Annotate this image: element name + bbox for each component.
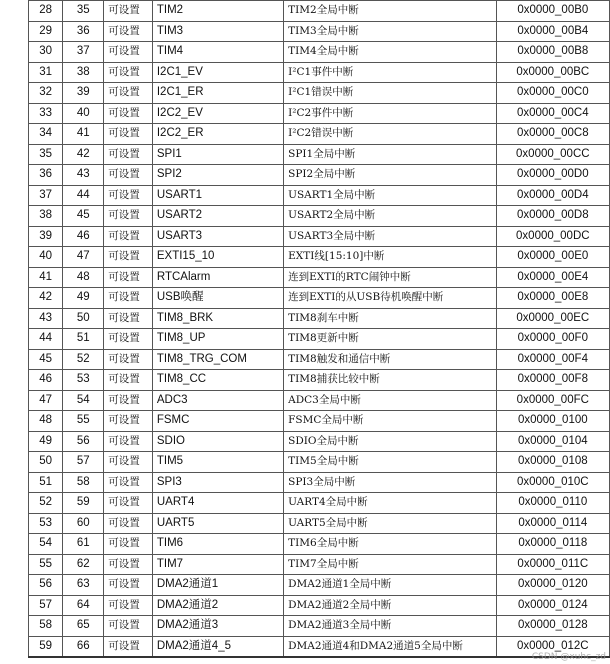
cell-priority-type: 可设置 xyxy=(104,513,153,534)
table-row xyxy=(29,390,610,411)
cell-priority: 50 xyxy=(63,308,104,329)
cell-position: 41 xyxy=(29,267,63,288)
cell-address: 0x0000_00F0 xyxy=(496,329,609,350)
cell-name: ADC3 xyxy=(152,390,283,411)
cell-description: DMA2通道2全局中断 xyxy=(284,595,496,616)
cell-position: 59 xyxy=(29,636,63,657)
cell-name: SPI3 xyxy=(152,472,283,493)
cell-description: I²C2事件中断 xyxy=(284,103,496,124)
cell-position: 50 xyxy=(29,452,63,473)
cell-address: 0x0000_00E8 xyxy=(496,288,609,309)
cell-name: SPI2 xyxy=(152,165,283,186)
cell-address: 0x0000_00C8 xyxy=(496,124,609,145)
cell-name: TIM4 xyxy=(152,42,283,63)
cell-priority-type: 可设置 xyxy=(104,411,153,432)
cell-name: USB唤醒 xyxy=(152,288,283,309)
cell-priority-type: 可设置 xyxy=(104,431,153,452)
cell-name: I2C2_ER xyxy=(152,124,283,145)
cell-description: ADC3全局中断 xyxy=(284,390,496,411)
cell-priority-type: 可设置 xyxy=(104,62,153,83)
cell-position: 29 xyxy=(29,21,63,42)
cell-name: TIM5 xyxy=(152,452,283,473)
cell-priority: 60 xyxy=(63,513,104,534)
table-row xyxy=(29,513,610,534)
cell-priority-type: 可设置 xyxy=(104,124,153,145)
cell-priority: 51 xyxy=(63,329,104,350)
cell-position: 57 xyxy=(29,595,63,616)
cell-position: 33 xyxy=(29,103,63,124)
cell-name: EXTI15_10 xyxy=(152,247,283,268)
cell-priority-type: 可设置 xyxy=(104,247,153,268)
cell-priority: 55 xyxy=(63,411,104,432)
cell-description: I²C1事件中断 xyxy=(284,62,496,83)
cell-address: 0x0000_00CC xyxy=(496,144,609,165)
cell-priority: 63 xyxy=(63,575,104,596)
cell-priority: 38 xyxy=(63,62,104,83)
cell-name: SPI1 xyxy=(152,144,283,165)
table-row xyxy=(29,288,610,309)
table-row xyxy=(29,370,610,391)
cell-name: TIM6 xyxy=(152,534,283,555)
cell-position: 55 xyxy=(29,554,63,575)
cell-name: DMA2通道4_5 xyxy=(152,636,283,657)
table-row xyxy=(29,103,610,124)
cell-address: 0x0000_0110 xyxy=(496,493,609,514)
table-row xyxy=(29,247,610,268)
cell-name: I2C1_ER xyxy=(152,83,283,104)
cell-description: TIM6全局中断 xyxy=(284,534,496,555)
cell-priority: 40 xyxy=(63,103,104,124)
cell-priority-type: 可设置 xyxy=(104,308,153,329)
cell-priority-type: 可设置 xyxy=(104,206,153,227)
cell-priority: 43 xyxy=(63,165,104,186)
cell-priority: 58 xyxy=(63,472,104,493)
table-row xyxy=(29,267,610,288)
cell-description: SDIO全局中断 xyxy=(284,431,496,452)
cell-address: 0x0000_0108 xyxy=(496,452,609,473)
cell-position: 35 xyxy=(29,144,63,165)
cell-address: 0x0000_00F8 xyxy=(496,370,609,391)
cell-priority-type: 可设置 xyxy=(104,452,153,473)
cell-address: 0x0000_00B8 xyxy=(496,42,609,63)
cell-position: 47 xyxy=(29,390,63,411)
watermark: CSDN @xuhc_zd xyxy=(531,652,606,662)
cell-priority-type: 可设置 xyxy=(104,103,153,124)
table-row xyxy=(29,493,610,514)
cell-position: 42 xyxy=(29,288,63,309)
cell-position: 52 xyxy=(29,493,63,514)
cell-priority-type: 可设置 xyxy=(104,349,153,370)
table-row xyxy=(29,226,610,247)
cell-priority: 47 xyxy=(63,247,104,268)
cell-position: 54 xyxy=(29,534,63,555)
cell-priority: 65 xyxy=(63,616,104,637)
cell-position: 36 xyxy=(29,165,63,186)
cell-priority-type: 可设置 xyxy=(104,83,153,104)
cell-priority-type: 可设置 xyxy=(104,144,153,165)
cell-priority: 64 xyxy=(63,595,104,616)
cell-name: DMA2通道1 xyxy=(152,575,283,596)
cell-description: DMA2通道1全局中断 xyxy=(284,575,496,596)
table-row xyxy=(29,616,610,637)
cell-position: 39 xyxy=(29,226,63,247)
cell-address: 0x0000_00E4 xyxy=(496,267,609,288)
cell-priority: 39 xyxy=(63,83,104,104)
cell-address: 0x0000_00D4 xyxy=(496,185,609,206)
cell-address: 0x0000_00B4 xyxy=(496,21,609,42)
cell-priority: 52 xyxy=(63,349,104,370)
cell-priority: 44 xyxy=(63,185,104,206)
cell-description: TIM3全局中断 xyxy=(284,21,496,42)
table-row xyxy=(29,206,610,227)
cell-priority: 48 xyxy=(63,267,104,288)
vector-table-body xyxy=(29,1,610,658)
cell-priority-type: 可设置 xyxy=(104,616,153,637)
table-row xyxy=(29,431,610,452)
cell-address: 0x0000_012C xyxy=(496,636,609,657)
cell-address: 0x0000_00D0 xyxy=(496,165,609,186)
cell-priority: 53 xyxy=(63,370,104,391)
table-row xyxy=(29,42,610,63)
cell-address: 0x0000_00E0 xyxy=(496,247,609,268)
cell-priority-type: 可设置 xyxy=(104,390,153,411)
cell-position: 43 xyxy=(29,308,63,329)
cell-priority: 41 xyxy=(63,124,104,145)
cell-description: USART3全局中断 xyxy=(284,226,496,247)
cell-priority-type: 可设置 xyxy=(104,472,153,493)
table-row xyxy=(29,124,610,145)
cell-name: USART2 xyxy=(152,206,283,227)
cell-description: TIM7全局中断 xyxy=(284,554,496,575)
cell-position: 40 xyxy=(29,247,63,268)
cell-address: 0x0000_0114 xyxy=(496,513,609,534)
table-row xyxy=(29,595,610,616)
table-row xyxy=(29,411,610,432)
cell-address: 0x0000_0100 xyxy=(496,411,609,432)
cell-description: FSMC全局中断 xyxy=(284,411,496,432)
cell-position: 44 xyxy=(29,329,63,350)
cell-address: 0x0000_00DC xyxy=(496,226,609,247)
cell-priority-type: 可设置 xyxy=(104,226,153,247)
cell-name: UART5 xyxy=(152,513,283,534)
cell-priority-type: 可设置 xyxy=(104,370,153,391)
table-row xyxy=(29,21,610,42)
table-row xyxy=(29,329,610,350)
cell-name: SDIO xyxy=(152,431,283,452)
cell-address: 0x0000_00B0 xyxy=(496,1,609,22)
table-row xyxy=(29,575,610,596)
cell-description: USART1全局中断 xyxy=(284,185,496,206)
table-row xyxy=(29,636,610,657)
cell-name: RTCAlarm xyxy=(152,267,283,288)
cell-position: 53 xyxy=(29,513,63,534)
cell-position: 37 xyxy=(29,185,63,206)
cell-priority-type: 可设置 xyxy=(104,185,153,206)
cell-name: TIM7 xyxy=(152,554,283,575)
table-row xyxy=(29,349,610,370)
cell-name: UART4 xyxy=(152,493,283,514)
cell-priority: 37 xyxy=(63,42,104,63)
cell-address: 0x0000_00C0 xyxy=(496,83,609,104)
cell-name: TIM8_UP xyxy=(152,329,283,350)
cell-position: 28 xyxy=(29,1,63,22)
cell-position: 45 xyxy=(29,349,63,370)
cell-name: TIM8_TRG_COM xyxy=(152,349,283,370)
cell-description: EXTI线[15:10]中断 xyxy=(284,247,496,268)
cell-priority: 59 xyxy=(63,493,104,514)
cell-address: 0x0000_00BC xyxy=(496,62,609,83)
cell-position: 31 xyxy=(29,62,63,83)
table-row xyxy=(29,165,610,186)
cell-priority-type: 可设置 xyxy=(104,575,153,596)
cell-priority-type: 可设置 xyxy=(104,165,153,186)
cell-address: 0x0000_00EC xyxy=(496,308,609,329)
cell-priority-type: 可设置 xyxy=(104,595,153,616)
cell-description: SPI3全局中断 xyxy=(284,472,496,493)
cell-priority-type: 可设置 xyxy=(104,636,153,657)
cell-priority-type: 可设置 xyxy=(104,21,153,42)
cell-name: I2C2_EV xyxy=(152,103,283,124)
cell-priority-type: 可设置 xyxy=(104,1,153,22)
cell-address: 0x0000_010C xyxy=(496,472,609,493)
cell-name: TIM2 xyxy=(152,1,283,22)
cell-description: 连到EXTI的RTC闹钟中断 xyxy=(284,267,496,288)
cell-position: 34 xyxy=(29,124,63,145)
cell-priority-type: 可设置 xyxy=(104,267,153,288)
cell-position: 56 xyxy=(29,575,63,596)
cell-description: DMA2通道4和DMA2通道5全局中断 xyxy=(284,636,496,657)
cell-priority: 57 xyxy=(63,452,104,473)
cell-priority-type: 可设置 xyxy=(104,493,153,514)
cell-priority: 35 xyxy=(63,1,104,22)
cell-description: 连到EXTI的从USB待机唤醒中断 xyxy=(284,288,496,309)
cell-name: FSMC xyxy=(152,411,283,432)
table-row xyxy=(29,472,610,493)
cell-priority: 36 xyxy=(63,21,104,42)
cell-position: 58 xyxy=(29,616,63,637)
cell-priority: 42 xyxy=(63,144,104,165)
cell-priority: 62 xyxy=(63,554,104,575)
cell-description: TIM8刹车中断 xyxy=(284,308,496,329)
cell-description: UART4全局中断 xyxy=(284,493,496,514)
cell-description: I²C1错误中断 xyxy=(284,83,496,104)
cell-address: 0x0000_0104 xyxy=(496,431,609,452)
cell-name: TIM3 xyxy=(152,21,283,42)
cell-description: UART5全局中断 xyxy=(284,513,496,534)
cell-description: DMA2通道3全局中断 xyxy=(284,616,496,637)
cell-name: TIM8_BRK xyxy=(152,308,283,329)
cell-address: 0x0000_00FC xyxy=(496,390,609,411)
cell-priority: 61 xyxy=(63,534,104,555)
cell-description: TIM8捕获比较中断 xyxy=(284,370,496,391)
cell-description: TIM8更新中断 xyxy=(284,329,496,350)
vector-table xyxy=(28,0,610,658)
cell-name: USART3 xyxy=(152,226,283,247)
cell-position: 49 xyxy=(29,431,63,452)
cell-priority-type: 可设置 xyxy=(104,534,153,555)
cell-position: 48 xyxy=(29,411,63,432)
table-row xyxy=(29,62,610,83)
cell-address: 0x0000_00F4 xyxy=(496,349,609,370)
cell-name: TIM8_CC xyxy=(152,370,283,391)
cell-position: 38 xyxy=(29,206,63,227)
cell-position: 51 xyxy=(29,472,63,493)
cell-address: 0x0000_00D8 xyxy=(496,206,609,227)
cell-priority-type: 可设置 xyxy=(104,288,153,309)
table-row xyxy=(29,308,610,329)
cell-description: TIM8触发和通信中断 xyxy=(284,349,496,370)
cell-description: USART2全局中断 xyxy=(284,206,496,227)
cell-description: SPI1全局中断 xyxy=(284,144,496,165)
cell-priority: 49 xyxy=(63,288,104,309)
table-row xyxy=(29,83,610,104)
cell-priority-type: 可设置 xyxy=(104,42,153,63)
cell-description: TIM2全局中断 xyxy=(284,1,496,22)
cell-name: DMA2通道3 xyxy=(152,616,283,637)
cell-description: TIM5全局中断 xyxy=(284,452,496,473)
table-row xyxy=(29,144,610,165)
cell-address: 0x0000_00C4 xyxy=(496,103,609,124)
cell-address: 0x0000_0124 xyxy=(496,595,609,616)
cell-priority-type: 可设置 xyxy=(104,329,153,350)
cell-priority: 46 xyxy=(63,226,104,247)
table-row xyxy=(29,554,610,575)
cell-address: 0x0000_0118 xyxy=(496,534,609,555)
cell-position: 46 xyxy=(29,370,63,391)
cell-description: I²C2错误中断 xyxy=(284,124,496,145)
cell-priority: 66 xyxy=(63,636,104,657)
cell-name: DMA2通道2 xyxy=(152,595,283,616)
table-row xyxy=(29,185,610,206)
cell-name: I2C1_EV xyxy=(152,62,283,83)
cell-position: 30 xyxy=(29,42,63,63)
cell-priority: 54 xyxy=(63,390,104,411)
cell-description: TIM4全局中断 xyxy=(284,42,496,63)
table-row xyxy=(29,1,610,22)
cell-address: 0x0000_011C xyxy=(496,554,609,575)
cell-description: SPI2全局中断 xyxy=(284,165,496,186)
table-row xyxy=(29,452,610,473)
cell-priority: 56 xyxy=(63,431,104,452)
cell-priority: 45 xyxy=(63,206,104,227)
cell-name: USART1 xyxy=(152,185,283,206)
cell-priority-type: 可设置 xyxy=(104,554,153,575)
cell-address: 0x0000_0120 xyxy=(496,575,609,596)
cell-position: 32 xyxy=(29,83,63,104)
table-row xyxy=(29,534,610,555)
cell-address: 0x0000_0128 xyxy=(496,616,609,637)
